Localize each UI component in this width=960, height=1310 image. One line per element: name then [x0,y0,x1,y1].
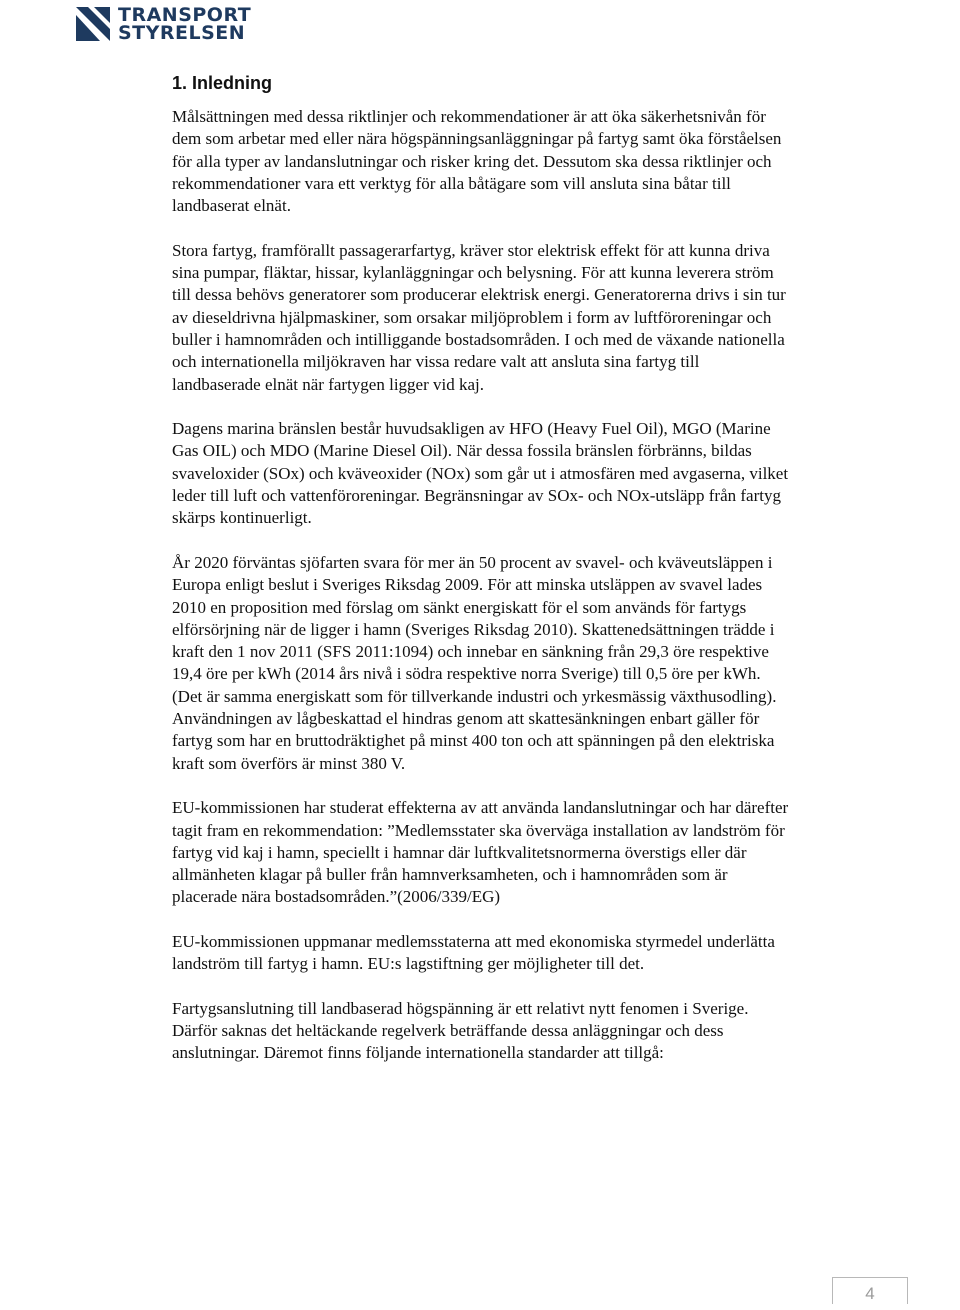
paragraph-2: Stora fartyg, framförallt passagerarfartyg, kräver stor elektrisk effekt för att kunna driva sina pumpar, fläktar, hissar, kylanläggningar och belysning. För att kunna leverera ström till dessa behövs generatorer som producerar elektrisk energi. Generatorerna drivs i sin tur av dieseldrivna hjälpmaskiner, som orsakar miljöproblem i form av luftföroreningar och buller i hamnområden och intilliggande bostadsområden. I och med de växande nationella och internationella miljökraven har vissa redare valt att ansluta sina fartyg till landbaserade elnät när fartygen ligger vid kaj. [172,240,786,394]
logo-wordmark [118,6,251,42]
paragraph-5: EU-kommissionen har studerat effekterna av att använda landanslutningar och har därefter tagit fram en rekommendation: ”Medlemsstater ska överväga installation av landström för fartyg vid kaj i hamn, speciellt i hamnar där luftkvalitetsnormerna överstigs eller där allmänheten klagar på buller från hamnverksamheten, och i hamnområden som är placerade nära bostadsområden.”(2006/339/EG) [172,798,789,907]
transportstyrelsen-logo [74,4,251,44]
paragraph-6: EU-kommissionen uppmanar medlemsstaterna att med ekonomiska styrmedel underlätta landström till fartyg i hamn. EU:s lagstiftning ger möjligheter till det. [172,931,775,974]
section-title: 1. Inledning [172,73,273,93]
logo-line-2: STYRELSEN [118,22,246,44]
paragraph-3: Dagens marina bränslen består huvudsakligen av HFO (Heavy Fuel Oil), MGO (Marine Gas OIL) och MDO (Marine Diesel Oil). När dessa fossila bränslen förbränns, bildas svaveloxider (SOx) och kväveoxider (NOx) som går ut i atmosfären med avgaserna, vilket leder till luft och vattenföroreningar. Begränsningar av SOx- och NOx-utsläpp från fartyg skärps kontinuerligt. [172,419,789,528]
paragraph-7: Fartygsanslutning till landbaserad högspänning är ett relativt nytt fenomen i Sverige. Därför saknas det heltäckande regelverk beträffande dessa anläggningar och dess anslutningar. Däremot finns följande internationella standarder att tillgå: [172,998,749,1063]
paragraph-4: År 2020 förväntas sjöfarten svara för mer än 50 procent av svavel- och kväveutsläppen i Europa enligt beslut i Sveriges Riksdag 2009. För att minska utsläppen av svavel lades 2010 en proposition med förslag om sänkt energiskatt för el som används för fartygs elförsörjning när de ligger i hamn (Sveriges Riksdag 2010). Skattenedsättningen trädde i kraft den 1 nov 2011 (SFS 2011:1094) och innebar en sänkning från 29,3 öre respektive 19,4 öre per kWh (2014 års nivå i södra respektive norra Sverige) till 0,5 öre per kWh. (Det är samma energiskatt som för tillverkande industri och yrkesmässig växthusodling). Användningen av lågbeskattad el hindras genom att skattesänkningen enbart gäller för fartyg som har en bruttodräktighet på minst 400 ton och att spänningen på den elektriska kraft som överförs är minst 380 V. [172,552,777,773]
transportstyrelsen-logo-icon [74,5,112,43]
paragraph-1: Målsättningen med dessa riktlinjer och rekommendationer är att öka säkerhetsnivån för dem som arbetar med eller nära högspänningsanläggningar på fartyg samt öka förståelsen för alla typer av landanslutningar och risker kring det. Dessutom ska dessa riktlinjer och rekommendationer vara ett verktyg för alla båtägare som vill ansluta sina båtar till landbaserat elnät. [172,107,782,216]
document-body [172,72,792,1087]
page-number: 4 [832,1277,908,1304]
logo-line-1: TRANSPORT [118,4,252,26]
